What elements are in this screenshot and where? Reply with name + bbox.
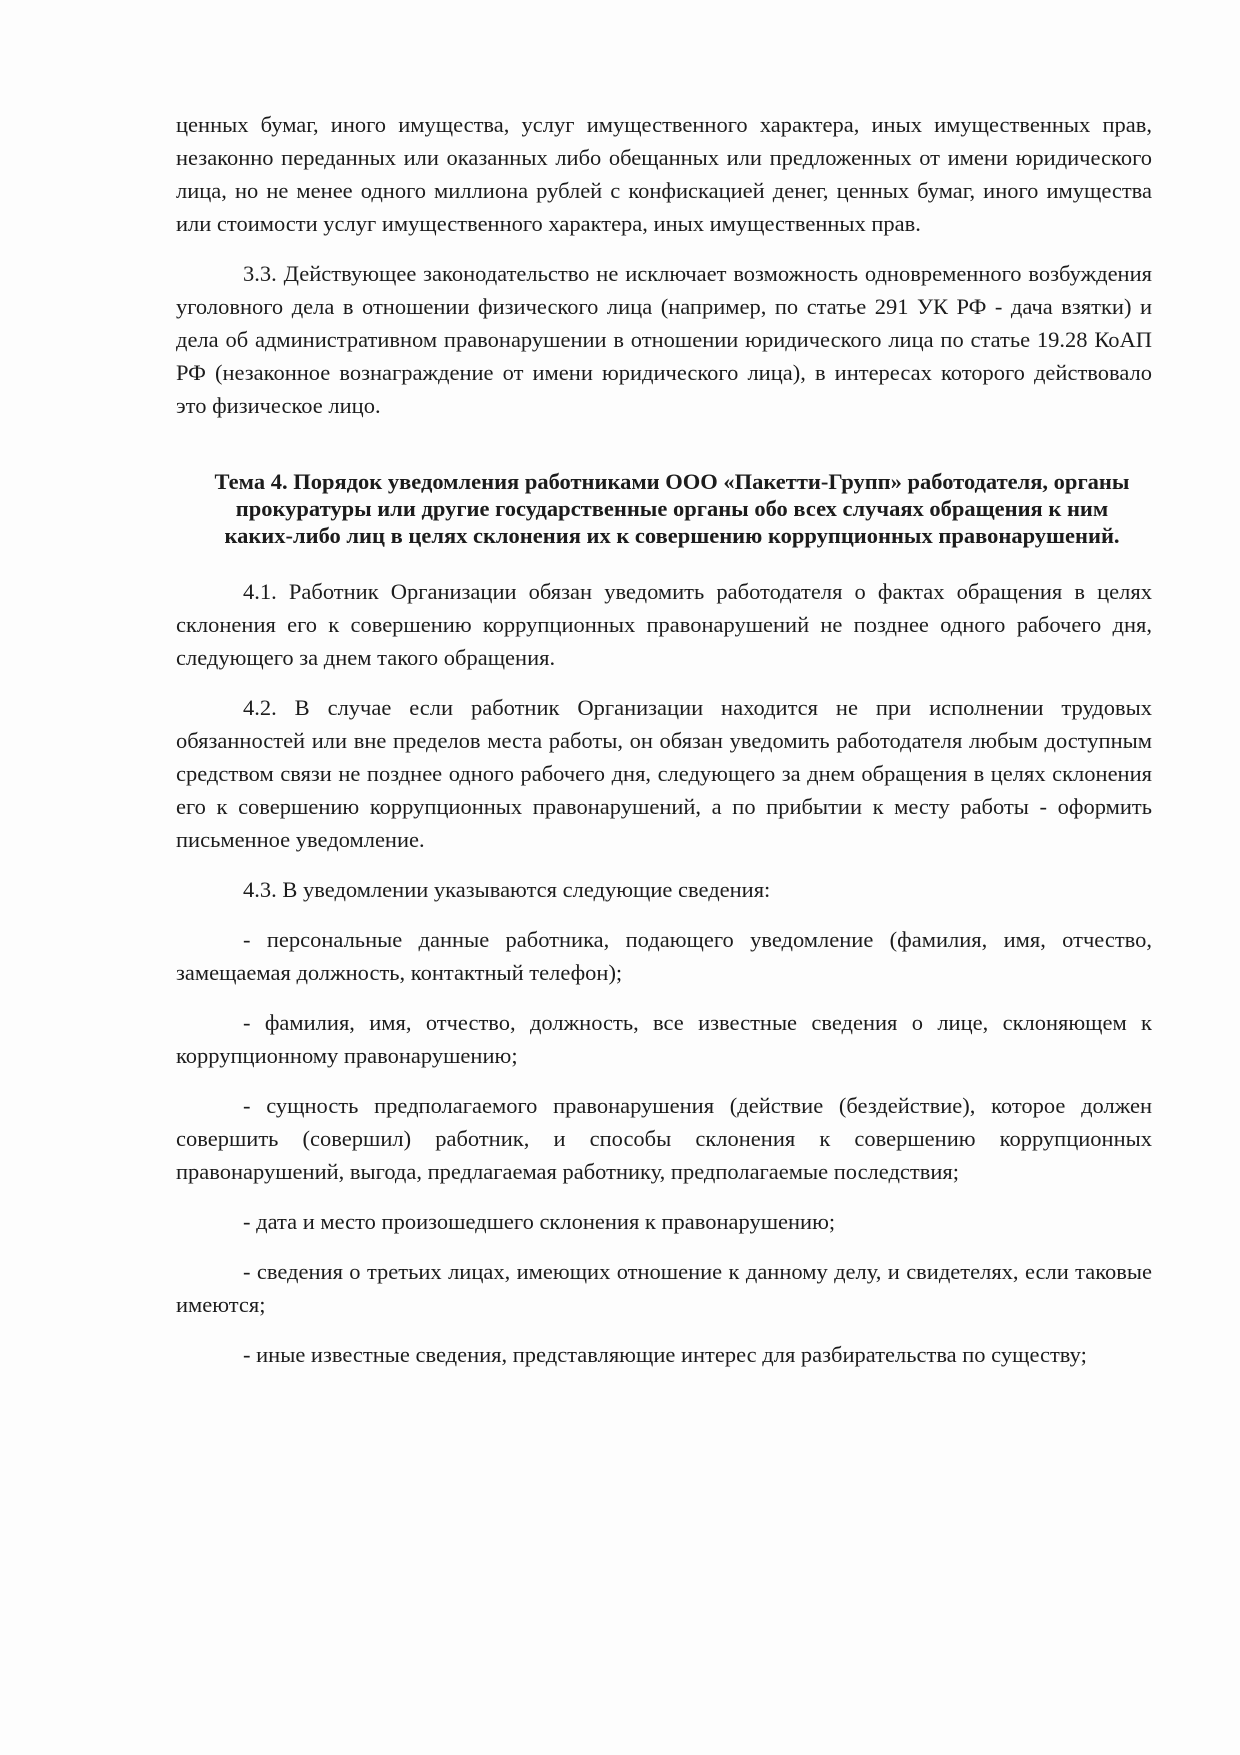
list-item: - иные известные сведения, представляющие интерес для разбирательства по существу; [243,1342,1087,1367]
paragraph-continuation: ценных бумаг, иного имущества, услуг имущественного характера, иных имущественных прав, незаконно переданных или оказанных либо обещанных или предложенных от имени юридического лица, но не менее одного миллиона рублей с конфискацией денег, ценных бумаг, иного имущества или стоимости услуг имущественного характера, иных имущественных прав. [176,112,1152,236]
paragraph-4-3: 4.3. В уведомлении указываются следующие сведения: [243,877,771,902]
paragraph-4-2: 4.2. В случае если работник Организации находится не при исполнении трудовых обязанностей или вне пределов места работы, он обязан уведомить работодателя любым доступным средством связи не позднее одного рабочего дня, следующего за днем обращения в целях склонения его к совершению коррупционных правонарушений, а по прибытии к месту работы - оформить письменное уведомление. [176,695,1152,852]
paragraph-3-3: 3.3. Действующее законодательство не исключает возможность одновременного возбуждения уголовного дела в отношении физического лица (например, по статье 291 УК РФ - дача взятки) и дела об административном правонарушении в отношении юридического лица по статье 19.28 КоАП РФ (незаконное вознаграждение от имени юридического лица), в интересах которого действовало это физическое лицо. [176,261,1152,418]
list-item: - дата и место произошедшего склонения к правонарушению; [243,1209,836,1234]
notification-details-list [176,923,1152,1371]
list-item: - персональные данные работника, подающего уведомление (фамилия, имя, отчество, замещаемая должность, контактный телефон); [176,927,1152,985]
list-item: - фамилия, имя, отчество, должность, все известные сведения о лице, склоняющем к коррупционному правонарушению; [176,1010,1152,1068]
topic-4-heading: Тема 4. Порядок уведомления работниками ООО «Пакетти-Групп» работодателя, органы прокуратуры или другие государственные органы обо всех случаях обращения к ним каких-либо лиц в целях склонения их к совершению коррупционных правонарушений. [214,469,1130,548]
list-item: - сущность предполагаемого правонарушения (действие (бездействие), которое должен совершить (совершил) работник, и способы склонения к совершению коррупционных правонарушений, выгода, предлагаемая работнику, предполагаемые последствия; [176,1093,1152,1184]
list-item: - сведения о третьих лицах, имеющих отношение к данному делу, и свидетелях, если таковые имеются; [176,1259,1152,1317]
paragraph-4-1: 4.1. Работник Организации обязан уведомить работодателя о фактах обращения в целях склонения его к совершению коррупционных правонарушений не позднее одного рабочего дня, следующего за днем такого обращения. [176,579,1152,670]
